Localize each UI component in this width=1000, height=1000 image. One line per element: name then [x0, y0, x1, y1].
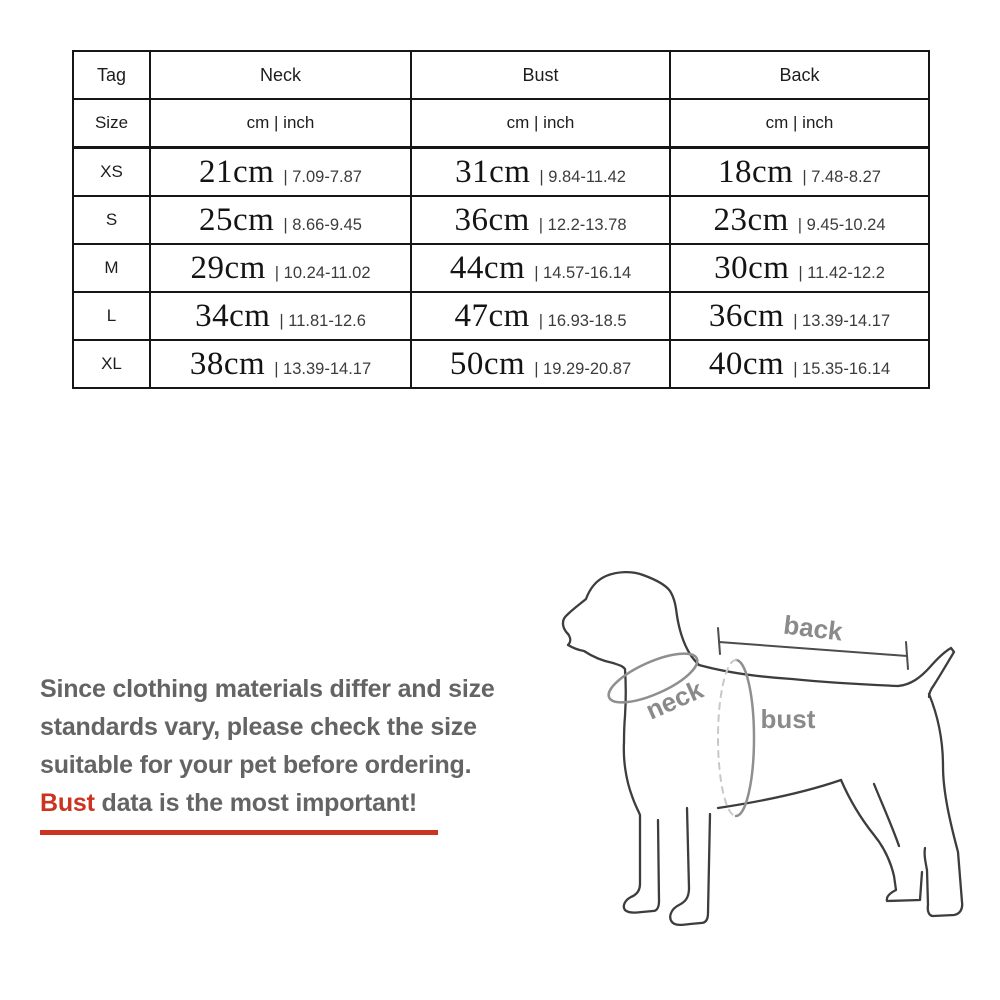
note-line-1: Since clothing materials differ and size — [40, 675, 495, 703]
dog-far-front-leg — [670, 808, 710, 925]
table-row — [73, 340, 929, 388]
header-back: Back — [670, 51, 929, 99]
bust-inch: | 14.57-16.14 — [534, 263, 632, 282]
note-line-3: suitable for your pet before ordering. — [40, 751, 472, 779]
size-value: XS — [73, 148, 150, 197]
neck-inch: | 7.09-7.87 — [283, 167, 362, 186]
note-line-4 — [40, 784, 540, 822]
header-bust: Bust — [411, 51, 670, 99]
neck-cm: 34cm — [195, 297, 271, 334]
note-line-4-rest: data is the most important! — [94, 789, 417, 817]
back-cell — [670, 292, 929, 340]
back-cell — [670, 148, 929, 197]
bust-cm: 44cm — [449, 249, 526, 286]
bust-cell — [411, 340, 670, 388]
neck-cell — [150, 292, 411, 340]
neck-inch: | 8.66-9.45 — [283, 215, 362, 234]
bust-cm: 31cm — [455, 153, 531, 190]
bust-cm: 36cm — [454, 201, 530, 238]
neck-cell — [150, 340, 411, 388]
neck-inch: | 13.39-14.17 — [274, 359, 372, 378]
neck-inch: | 10.24-11.02 — [274, 263, 371, 282]
bust-cell — [411, 196, 670, 244]
back-inch: | 11.42-12.2 — [798, 263, 885, 282]
size-table — [72, 50, 930, 389]
bust-inch: | 19.29-20.87 — [534, 359, 632, 378]
dog-chest-frontleg-outline — [568, 634, 659, 913]
header-tag: Tag — [73, 51, 150, 99]
neck-cm: 25cm — [199, 201, 275, 238]
bust-cell — [411, 148, 670, 197]
table-row — [73, 244, 929, 292]
back-measure-line — [719, 642, 907, 656]
dog-near-rear-leg — [925, 694, 963, 916]
bust-inch: | 12.2-13.78 — [538, 215, 627, 234]
note-highlight-bust: Bust — [40, 789, 95, 817]
dog-measurement-diagram — [540, 558, 1000, 988]
table-row — [73, 196, 929, 244]
back-cm: 23cm — [713, 201, 789, 238]
table-row — [73, 148, 929, 197]
back-cm: 40cm — [708, 345, 785, 382]
back-cell — [670, 244, 929, 292]
table-header-row — [73, 51, 929, 99]
back-inch: | 9.45-10.24 — [797, 215, 886, 234]
back-inch: | 15.35-16.14 — [793, 359, 891, 378]
red-underline — [40, 830, 438, 835]
back-cm: 30cm — [714, 249, 790, 286]
bust-girth-solid — [736, 660, 754, 816]
bust-cell — [411, 244, 670, 292]
back-inch: | 13.39-14.17 — [793, 311, 891, 330]
neck-cm: 21cm — [199, 153, 275, 190]
neck-cell — [150, 148, 411, 197]
back-cm: 18cm — [718, 153, 794, 190]
bust-label: bust — [760, 704, 816, 734]
back-inch: | 7.48-8.27 — [802, 167, 881, 186]
back-cm: 36cm — [708, 297, 785, 334]
subheader-unit-bust: cm | inch — [411, 99, 670, 148]
table-row — [73, 292, 929, 340]
note-line-2: standards vary, please check the size — [40, 713, 477, 741]
bust-inch: | 16.93-18.5 — [538, 311, 627, 330]
bust-girth-dashed — [718, 660, 736, 816]
subheader-unit-back: cm | inch — [670, 99, 929, 148]
size-value: L — [73, 292, 150, 340]
dog-belly-line — [718, 780, 841, 808]
back-label: back — [781, 609, 845, 647]
size-value: XL — [73, 340, 150, 388]
bust-cm: 47cm — [454, 297, 530, 334]
header-neck: Neck — [150, 51, 411, 99]
size-value: M — [73, 244, 150, 292]
neck-cell — [150, 196, 411, 244]
subheader-unit-neck: cm | inch — [150, 99, 411, 148]
bust-cm: 50cm — [449, 345, 526, 382]
size-value: S — [73, 196, 150, 244]
neck-cm: 29cm — [190, 249, 266, 286]
size-note — [40, 670, 540, 835]
table-subheader-row — [73, 99, 929, 148]
bust-cell — [411, 292, 670, 340]
neck-inch: | 11.81-12.6 — [279, 311, 366, 330]
neck-cell — [150, 244, 411, 292]
subheader-size: Size — [73, 99, 150, 148]
dog-rear-leg-inner-line — [874, 784, 899, 846]
neck-cm: 38cm — [189, 345, 266, 382]
back-measure-tick-right — [906, 642, 908, 669]
back-measure-tick-left — [718, 628, 720, 654]
back-cell — [670, 340, 929, 388]
bust-inch: | 9.84-11.42 — [539, 167, 626, 186]
dog-far-rear-leg — [841, 780, 922, 901]
back-cell — [670, 196, 929, 244]
neck-label: neck — [641, 674, 708, 726]
